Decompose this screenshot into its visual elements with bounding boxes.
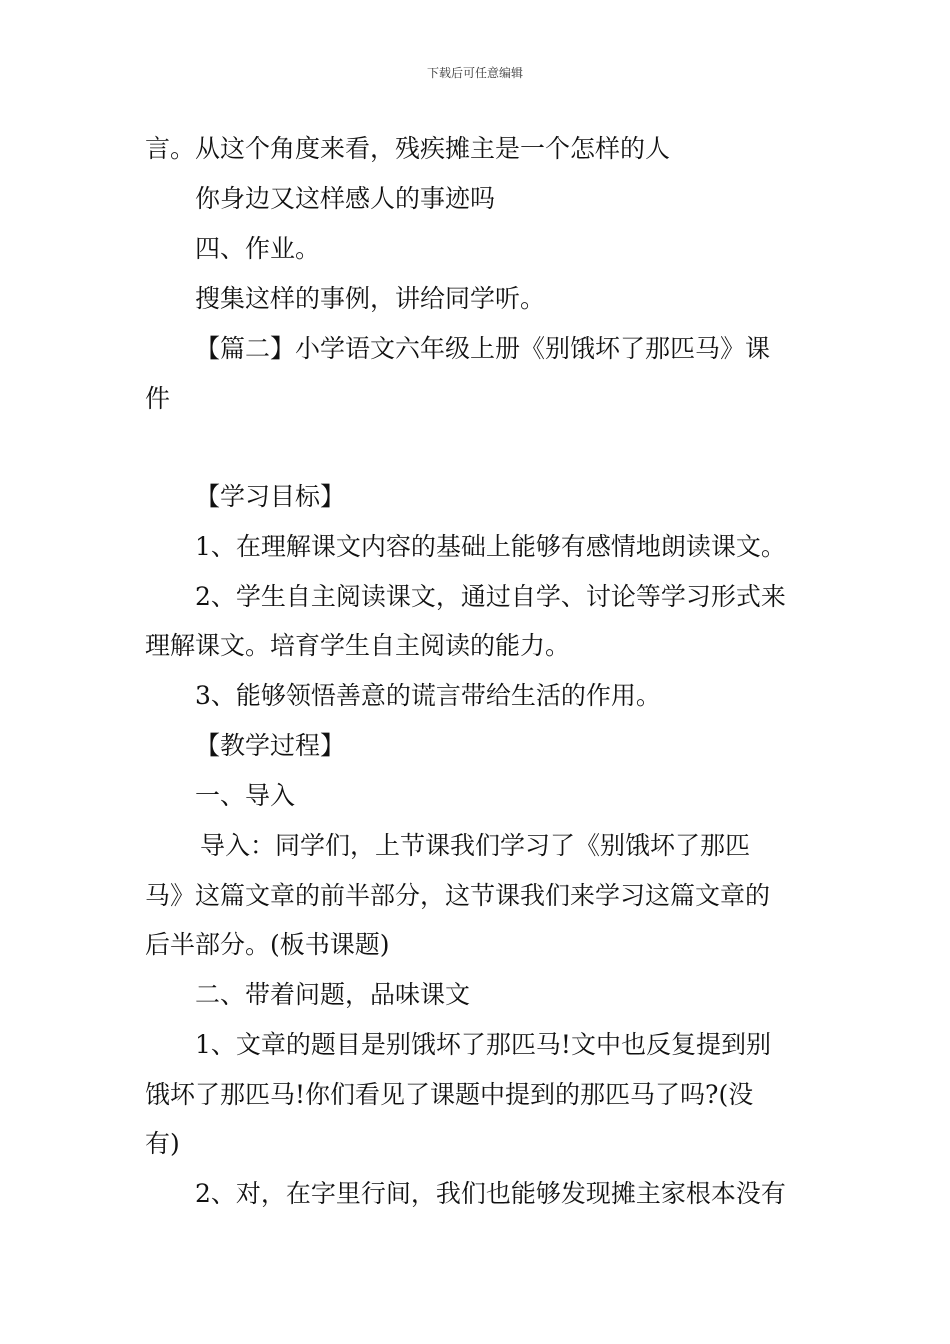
paragraph-line: 1、文章的题目是别饿坏了那匹马!文中也反复提到别 [195, 1030, 771, 1059]
paragraph-line: 2、学生自主阅读课文，通过自学、讨论等学习形式来 [195, 582, 786, 611]
subheading-intro: 一、导入 [195, 781, 296, 810]
paragraph-line: 3、能够领悟善意的谎言带给生活的作用。 [195, 681, 661, 710]
paragraph-line: 导入：同学们，上节课我们学习了《别饿坏了那匹 [200, 831, 751, 860]
heading-teaching-process: 【教学过程】 [195, 731, 346, 760]
section-title-line: 【篇二】小学语文六年级上册《别饿坏了那匹马》课 [195, 334, 771, 363]
section-title-line: 件 [145, 384, 171, 413]
paragraph-line: 1、在理解课文内容的基础上能够有感情地朗读课文。 [195, 532, 786, 561]
paragraph-line: 理解课文。培育学生自主阅读的能力。 [145, 631, 571, 660]
paragraph-line: 马》这篇文章的前半部分，这节课我们来学习这篇文章的 [145, 881, 771, 910]
page-header: 下载后可任意编辑 [426, 66, 523, 80]
subheading-questions: 二、带着问题，品味课文 [195, 980, 471, 1009]
paragraph-line: 后半部分。(板书课题) [145, 930, 390, 959]
paragraph-line: 有) [145, 1129, 180, 1158]
paragraph-line: 饿坏了那匹马!你们看见了课题中提到的那匹马了吗?(没 [145, 1080, 754, 1109]
paragraph-line: 言。从这个角度来看，残疾摊主是一个怎样的人 [145, 134, 671, 163]
heading-learning-goals: 【学习目标】 [195, 482, 346, 511]
paragraph-line: 你身边又这样感人的事迹吗 [195, 184, 496, 213]
paragraph-line: 四、作业。 [195, 234, 321, 263]
paragraph-line: 2、对，在字里行间，我们也能够发现摊主家根本没有 [195, 1179, 786, 1208]
paragraph-line: 搜集这样的事例，讲给同学听。 [195, 284, 546, 313]
